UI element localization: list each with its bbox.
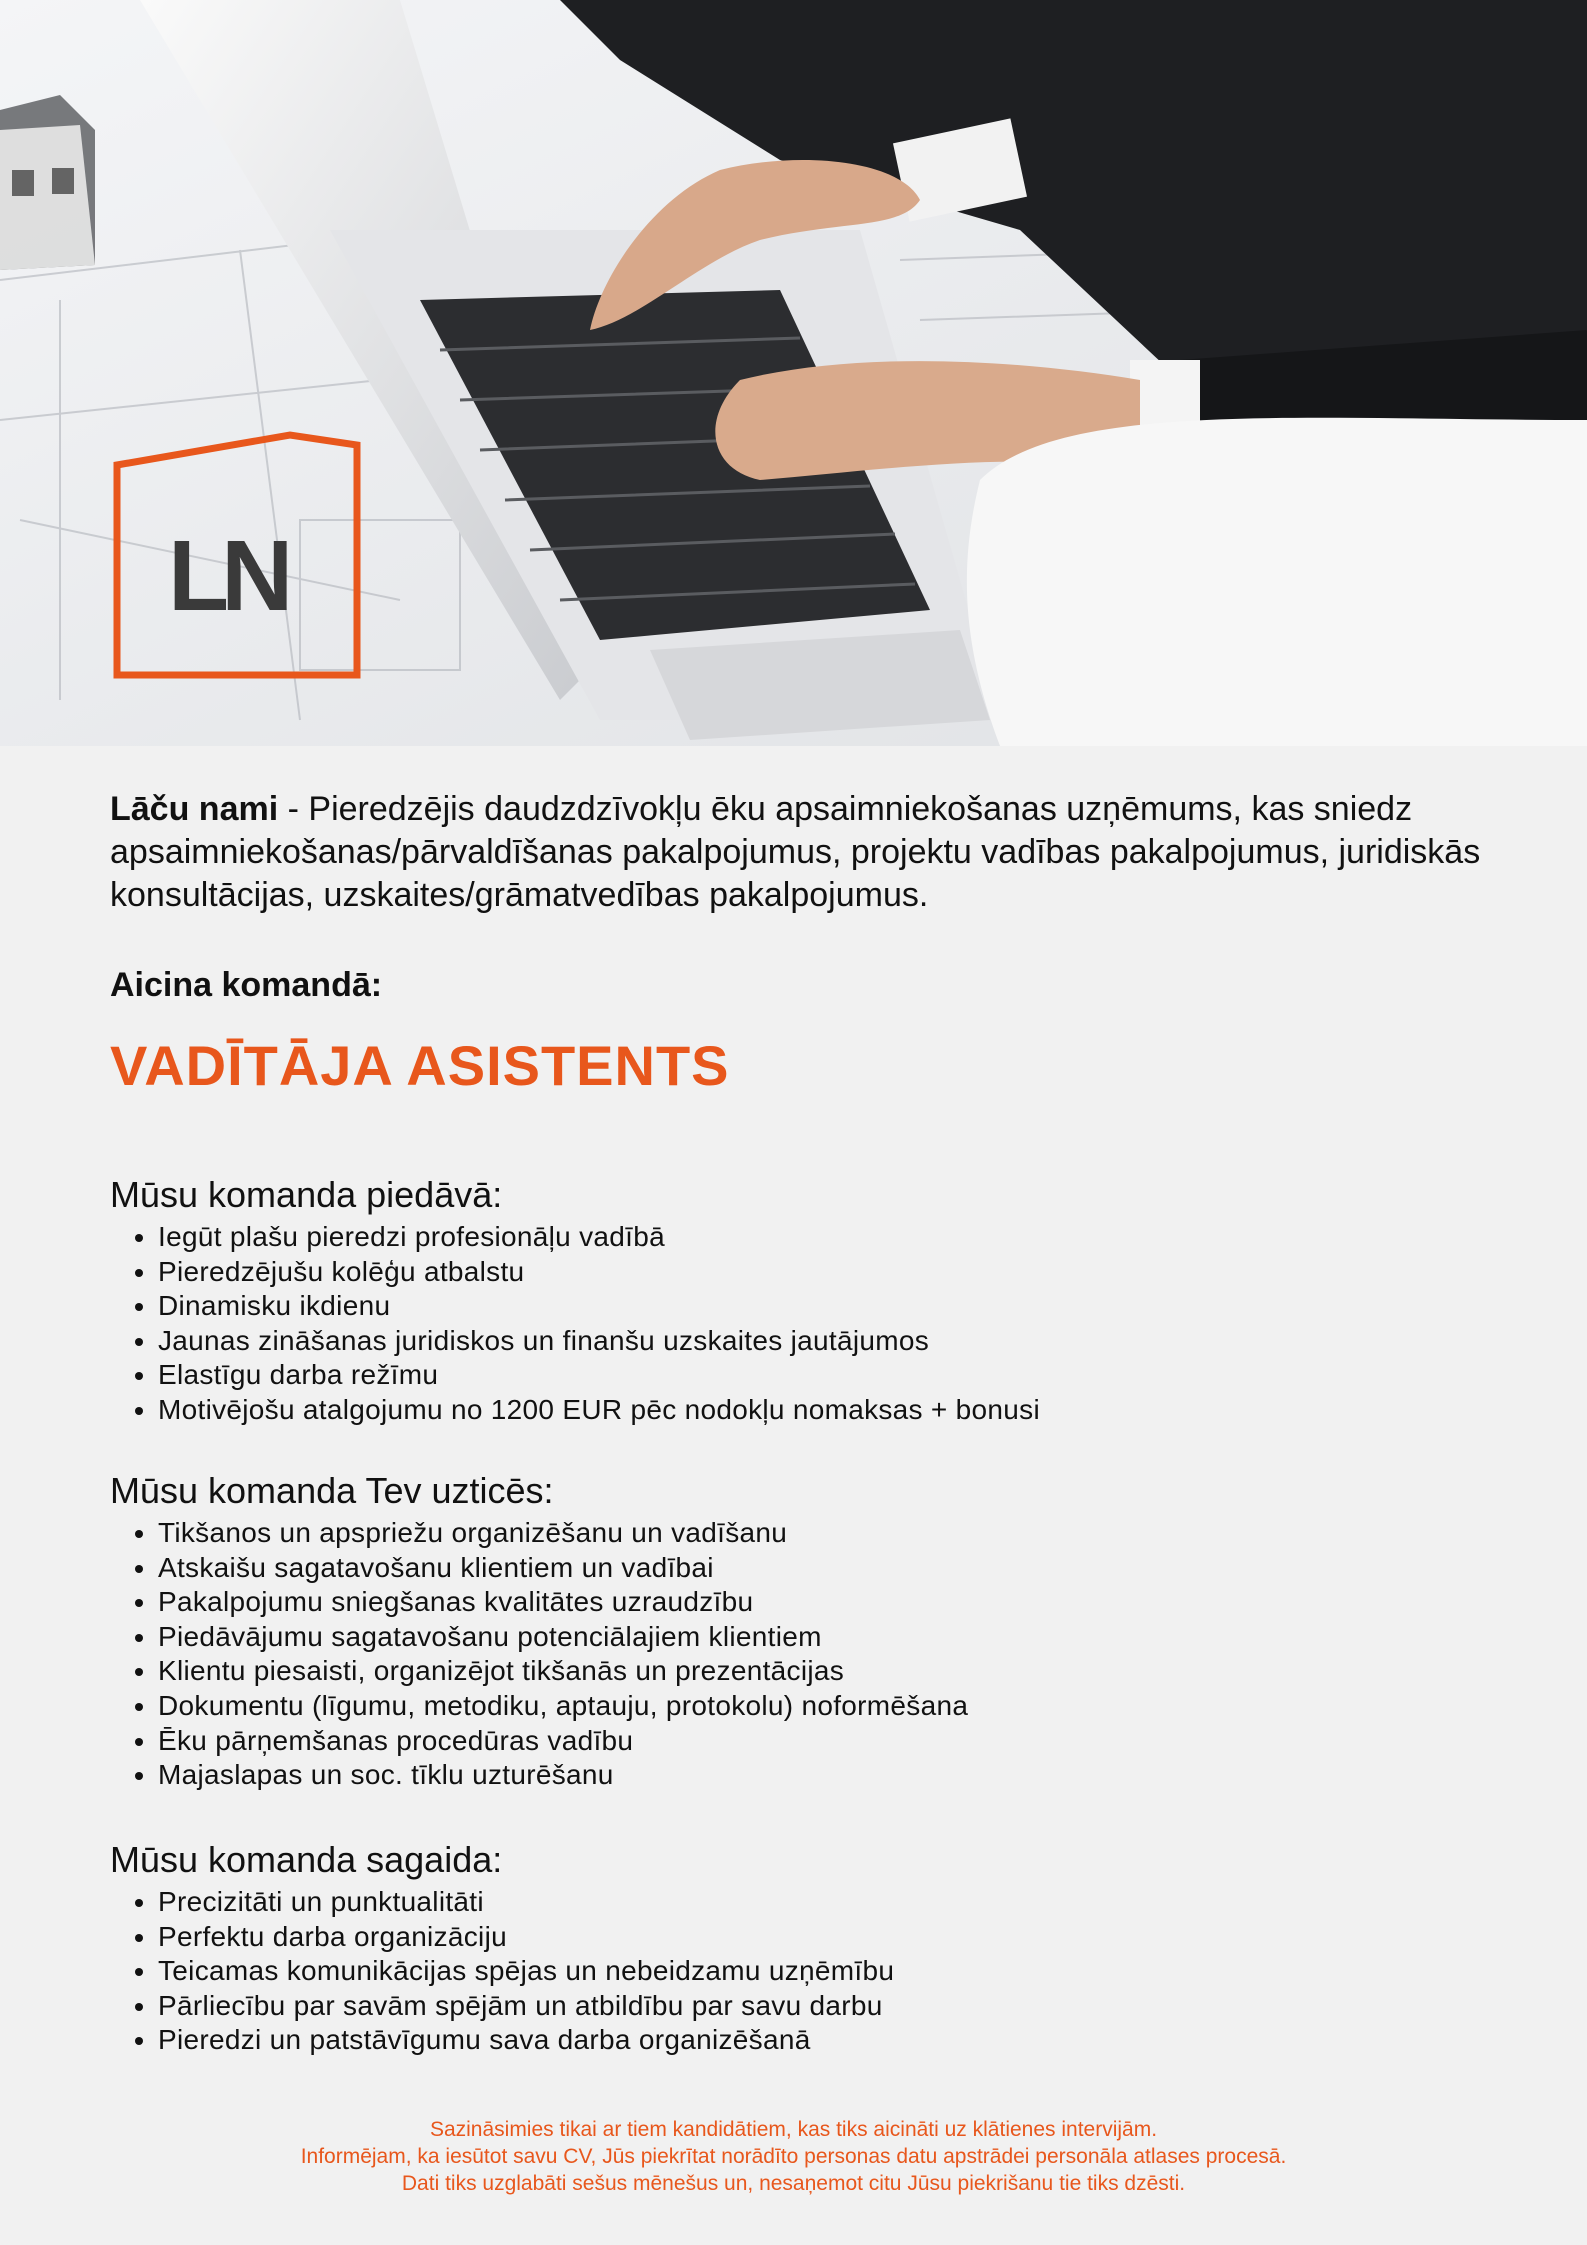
section-heading: Mūsu komanda Tev uzticēs: [110, 1470, 554, 1511]
bullet-list [110, 1220, 1040, 1428]
section-heading: Mūsu komanda sagaida: [110, 1839, 503, 1880]
footer-notice [0, 2116, 1587, 2197]
list-item: • Elastīgu darba režīmu [158, 1358, 1040, 1393]
list-item: • Perfektu darba organizāciju [158, 1920, 894, 1955]
company-intro [110, 788, 1490, 917]
job-title: VADĪTĀJA ASISTENTS [110, 1034, 730, 1097]
section-heading: Mūsu komanda piedāvā: [110, 1174, 503, 1215]
section-duties [110, 1470, 968, 1793]
list-item: • Ēku pārņemšanas procedūras vadību [158, 1724, 968, 1759]
list-item: • Iegūt plašu pieredzi profesionāļu vadībā [158, 1220, 1040, 1255]
list-item: • Klientu piesaisti, organizējot tikšanās un prezentācijas [158, 1654, 968, 1689]
company-name: Lāču nami [110, 790, 279, 828]
bullet-list [110, 1516, 968, 1793]
hero-image [0, 0, 1587, 746]
list-item: • Pieredzējušu kolēģu atbalstu [158, 1255, 1040, 1290]
list-item: • Teicamas komunikācijas spējas un nebeidzamu uzņēmību [158, 1954, 894, 1989]
bullet-list [110, 1885, 894, 2058]
section-offer [110, 1174, 1040, 1428]
list-item: • Precizitāti un punktualitāti [158, 1885, 894, 1920]
list-item: • Dinamisku ikdienu [158, 1289, 1040, 1324]
list-item: • Jaunas zināšanas juridiskos un finanšu uzskaites jautājumos [158, 1324, 1040, 1359]
list-item: • Atskaišu sagatavošanu klientiem un vadībai [158, 1551, 968, 1586]
section-expectations [110, 1839, 894, 2058]
list-item: • Majaslapas un soc. tīklu uzturēšanu [158, 1758, 968, 1793]
svg-text:LN: LN [168, 520, 286, 632]
list-item: • Pieredzi un patstāvīgumu sava darba organizēšanā [158, 2023, 894, 2058]
list-item: • Dokumentu (līgumu, metodiku, aptauju, protokolu) noformēšana [158, 1689, 968, 1724]
company-description: - Pieredzējis daudzdzīvokļu ēku apsaimniekošanas uzņēmums, kas sniedz apsaimniekošanas/pārvaldīšanas pakalpojumus, projektu vadības pakalpojumus, juridiskās konsultācijas, uzskaites/grāmatvedības pakalpojumus. [110, 790, 1481, 914]
house-model [0, 95, 95, 270]
footer-line: Dati tiks uzglabāti sešus mēnešus un, nesaņemot citu Jūsu piekrišanu tie tiks dzēsti. [401, 2172, 1186, 2195]
main-content [110, 788, 1490, 2056]
list-item: • Motivējošu atalgojumu no 1200 EUR pēc nodokļu nomaksas + bonusi [158, 1393, 1040, 1428]
footer-line: Informējam, ka iesūtot savu CV, Jūs piekrītat norādīto personas datu apstrādei personāla atlases procesā. [300, 2145, 1287, 2168]
footer-line: Sazināsimies tikai ar tiem kandidātiem, kas tiks aicināti uz klātienes intervijām. [429, 2118, 1158, 2141]
list-item: • Pakalpojumu sniegšanas kvalitātes uzraudzību [158, 1585, 968, 1620]
list-item: • Pārliecību par savām spējām un atbildību par savu darbu [158, 1989, 894, 2024]
list-item: • Tikšanos un apspriežu organizēšanu un vadīšanu [158, 1516, 968, 1551]
list-item: • Piedāvājumu sagatavošanu potenciālajiem klientiem [158, 1620, 968, 1655]
invite-heading: Aicina komandā: [110, 966, 383, 1004]
